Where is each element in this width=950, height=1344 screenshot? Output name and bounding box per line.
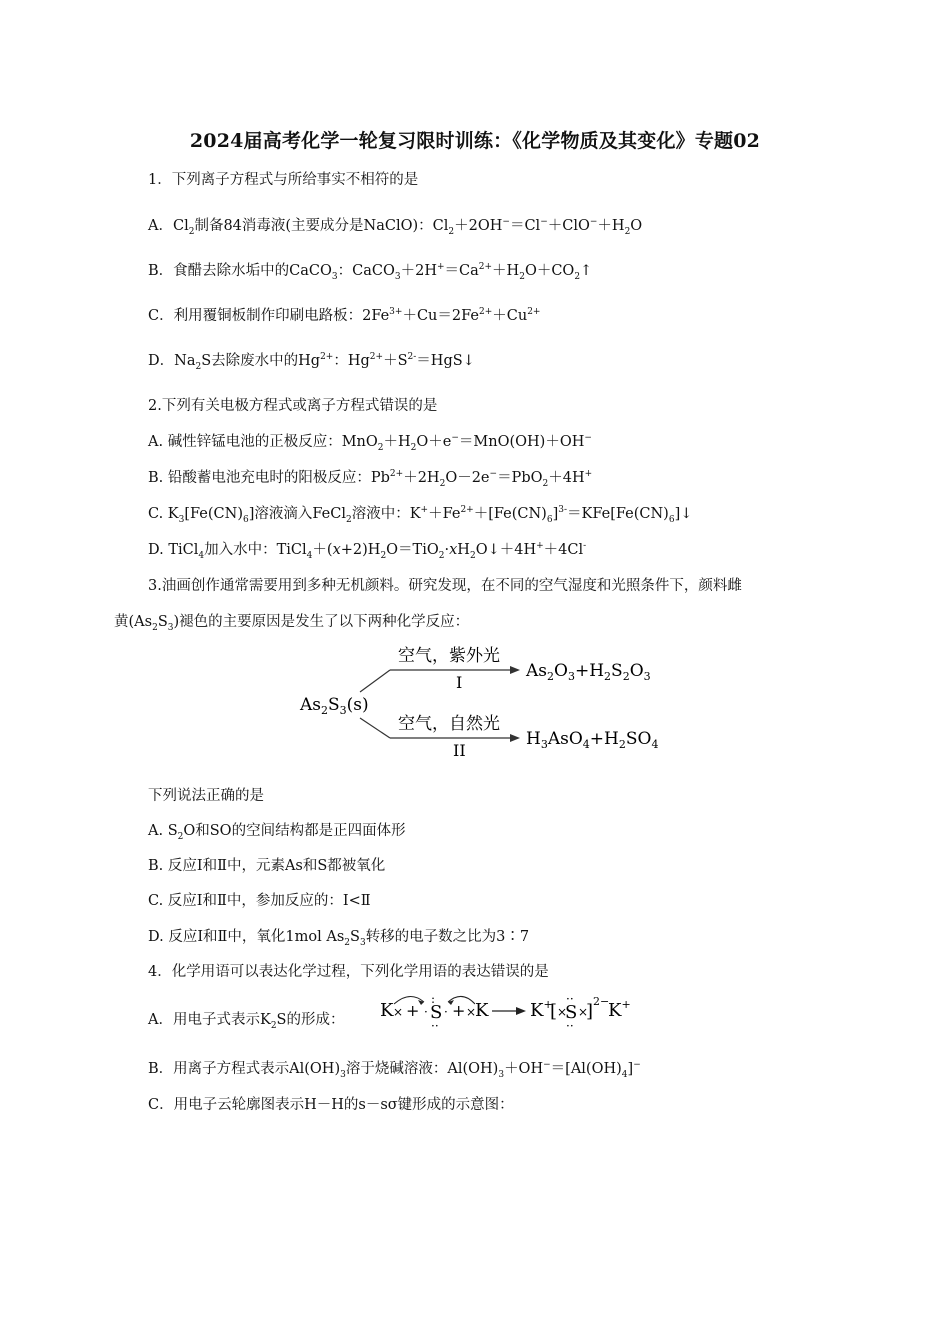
electron-cross: × bbox=[557, 1005, 568, 1019]
q2-option-b: B. 铅酸蓄电池充电时的阳极反应：$Pb^{2+}+2H_2O-2e^-=PbO_2+4H^+$ bbox=[148, 469, 593, 489]
diagram-cond2: 空气，自然光 bbox=[398, 714, 500, 734]
electron-cross: × bbox=[578, 1005, 589, 1019]
q4-option-a: A．用电子式表示$K_2S$的形成： bbox=[148, 1012, 345, 1031]
electron-dot: · bbox=[424, 1005, 428, 1019]
q3-stem-line1: 3.油画创作通常需要用到多种无机颜料。研究发现，在不同的空气湿度和光照条件下，颜料雌 bbox=[148, 578, 742, 594]
q3-stem-line2: 黄$(As_2S_3)$褪色的主要原因是发生了以下两种化学反应： bbox=[114, 614, 470, 633]
bracket-close: ] bbox=[586, 1001, 594, 1022]
s-atom: S bbox=[430, 1002, 443, 1023]
charge-2minus: 2− bbox=[593, 995, 610, 1008]
q4-option-b: B．用离子方程式表示$Al(OH)_3$溶于烧碱溶液：$Al(OH)_3+OH^-=[Al(OH)_4]^-$ bbox=[148, 1060, 641, 1080]
q2-option-a: A. 碱性锌锰电池的正极反应：$MnO_2+H_2O+e^-=MnO(OH)+OH^-$ bbox=[148, 433, 592, 453]
arrowhead-2 bbox=[510, 734, 520, 742]
k-atom-left: K bbox=[380, 1000, 394, 1021]
q2-stem: 2.下列有关电极方程式或离子方程式错误的是 bbox=[148, 398, 438, 414]
q1-option-c: C．利用覆铜板制作印刷电路板：$2Fe^{3+}+Cu=2Fe^{2+}+Cu^{2+}$ bbox=[148, 307, 541, 324]
k2s-electron-diagram bbox=[380, 990, 640, 1032]
electron-dots-bottom: ·· bbox=[431, 1019, 439, 1032]
diagram-label1: I bbox=[456, 673, 463, 692]
arrowhead-1 bbox=[510, 666, 520, 674]
q1-option-a: A．$Cl_2$制备84消毒液(主要成分是NaClO)：$Cl_2+2OH^-=Cl^-+ClO^-+H_2O$ bbox=[148, 217, 643, 237]
q1-option-d: D．$Na_2S$去除废水中的$Hg^{2+}$：$Hg^{2+}+S^{2-}=HgS↓$ bbox=[148, 352, 475, 372]
branch-down bbox=[360, 718, 390, 738]
k-atom-right: K bbox=[475, 1000, 489, 1021]
electron-dots-top: ·· bbox=[566, 992, 574, 1006]
q3-option-d: D. 反应Ⅰ和Ⅱ中，氧化1mol $As_2S_3$转移的电子数之比为3∶7 bbox=[148, 929, 530, 948]
branch-up bbox=[360, 670, 390, 692]
plus-sign: + bbox=[452, 1001, 466, 1020]
s-ion: S bbox=[565, 1002, 578, 1023]
electron-dots-top: : bbox=[431, 992, 436, 1006]
q3-option-b: B. 反应Ⅰ和Ⅱ中，元素As和S都被氧化 bbox=[148, 858, 386, 874]
diagram-product2: $H_3AsO_4+H_2SO_4$ bbox=[526, 729, 658, 751]
electron-cross: × bbox=[393, 1005, 404, 1019]
electron-dot: · bbox=[444, 1005, 448, 1019]
diagram-cond1: 空气，紫外光 bbox=[398, 646, 500, 666]
q1-stem: 1．下列离子方程式与所给事实不相符的是 bbox=[148, 172, 419, 188]
plus-sign: + bbox=[406, 1001, 420, 1020]
k-ion-left: K+ bbox=[530, 998, 553, 1021]
electron-cross: × bbox=[466, 1005, 477, 1019]
q2-option-d: D. TiCl$_4$加入水中：$TiCl_4+(x+2)H_2O=TiO_2\cdot xH_2O↓+4H^++4Cl^-$ bbox=[148, 541, 587, 561]
diagram-product1: $As_2O_3+H_2S_2O_3$ bbox=[526, 661, 651, 683]
reaction-diagram bbox=[298, 640, 658, 760]
q3-ask: 下列说法正确的是 bbox=[148, 788, 264, 804]
k-ion-right: K+ bbox=[608, 998, 631, 1021]
q2-option-c: C. $K_3[Fe(CN)_6]$溶液滴入FeCl$_2$溶液中：$K^++Fe^{2+}+[Fe(CN)_6]^{3-}=KFe[Fe(CN)_6]↓$ bbox=[148, 505, 693, 525]
q1-option-b: B．食醋去除水垢中的CaCO$_3$：$CaCO_3+2H^+=Ca^{2+}+H_2O+CO_2↑$ bbox=[148, 262, 593, 282]
q4-option-c: C．用电子云轮廓图表示H－H的s－sσ键形成的示意图： bbox=[148, 1097, 514, 1113]
q3-option-c: C. 反应Ⅰ和Ⅱ中，参加反应的：Ⅰ<Ⅱ bbox=[148, 893, 371, 909]
diagram-reactant: $As_2S_3(s)$ bbox=[300, 695, 369, 717]
arrowhead-icon bbox=[516, 1007, 526, 1015]
diagram-label2: II bbox=[453, 741, 466, 760]
q3-option-a: A. $S_2O$和SO的空间结构都是正四面体形 bbox=[148, 823, 406, 842]
page-title: 2024届高考化学一轮复习限时训练：《化学物质及其变化》专题02 bbox=[189, 130, 761, 152]
bracket-open: [ bbox=[550, 1001, 558, 1022]
electron-dots-bottom: ·· bbox=[566, 1019, 574, 1032]
q4-stem: 4．化学用语可以表达化学过程，下列化学用语的表达错误的是 bbox=[148, 964, 549, 980]
